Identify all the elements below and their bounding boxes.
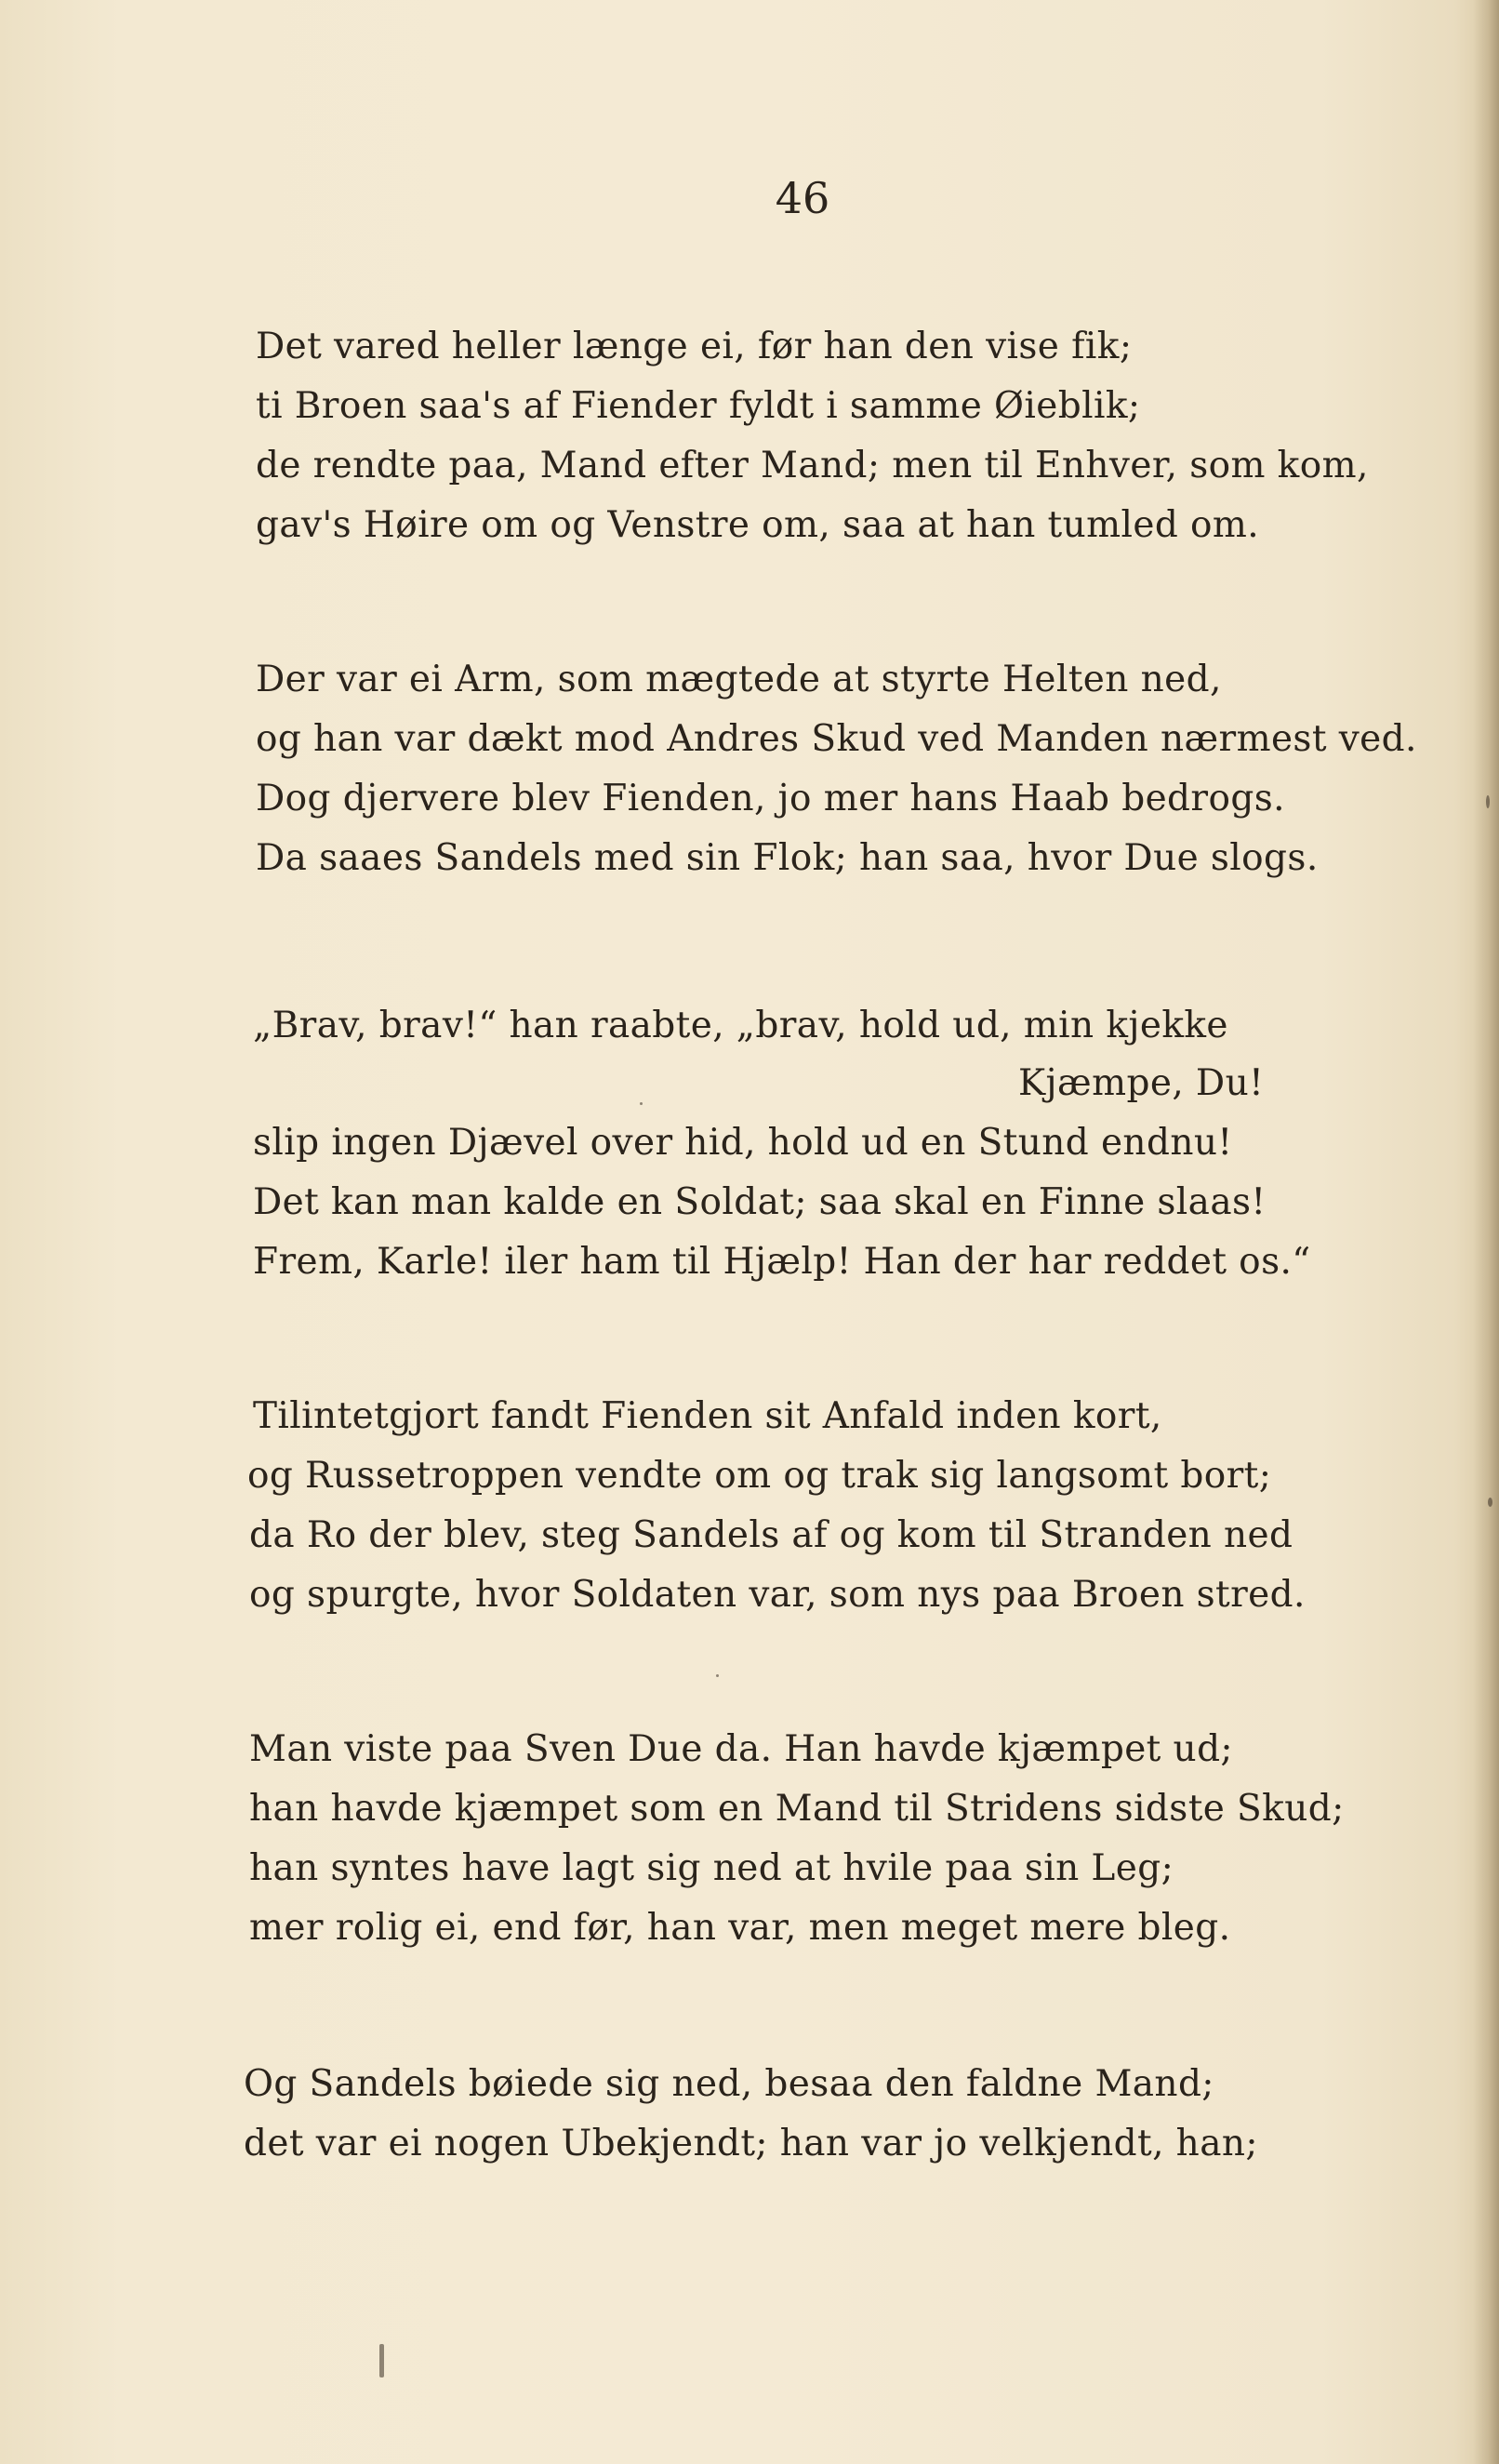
- poem-line: han syntes have lagt sig ned at hvile paa sin Leg;: [249, 1847, 1174, 1889]
- paper-speck: [1488, 1498, 1492, 1507]
- poem-line: ti Broen saa's af Fiender fyldt i samme Øieblik;: [256, 385, 1141, 427]
- poem-line: mer rolig ei, end før, han var, men meget mere bleg.: [249, 1907, 1231, 1949]
- poem-line: og han var dækt mod Andres Skud ved Manden nærmest ved.: [256, 718, 1417, 760]
- poem-line: Frem, Karle! iler ham til Hjælp! Han der har reddet os.“: [253, 1241, 1311, 1283]
- poem-line: Det kan man kalde en Soldat; saa skal en Finne slaas!: [253, 1181, 1267, 1223]
- poem-line: gav's Høire om og Venstre om, saa at han tumled om.: [256, 504, 1260, 546]
- poem-line: Da saaes Sandels med sin Flok; han saa, hvor Due slogs.: [256, 837, 1319, 879]
- poem-line: Dog djervere blev Fienden, jo mer hans Haab bedrogs.: [256, 778, 1285, 819]
- poem-line: og Russetroppen vendte om og trak sig langsomt bort;: [247, 1455, 1272, 1497]
- poem-line: da Ro der blev, steg Sandels af og kom til Stranden ned: [249, 1514, 1293, 1556]
- poem-line: det var ei nogen Ubekjendt; han var jo velkjendt, han;: [244, 2123, 1258, 2164]
- paper-speck: [640, 1102, 643, 1105]
- poem-line: Der var ei Arm, som mægtede at styrte Helten ned,: [256, 659, 1222, 700]
- poem-line: Og Sandels bøiede sig ned, besaa den faldne Mand;: [244, 2063, 1214, 2105]
- poem-line: slip ingen Djævel over hid, hold ud en Stund endnu!: [253, 1122, 1233, 1164]
- poem-line-continuation: Kjæmpe, Du!: [1018, 1062, 1265, 1104]
- poem-line: Tilintetgjort fandt Fienden sit Anfald inden kort,: [253, 1395, 1162, 1437]
- poem-line: Man viste paa Sven Due da. Han havde kjæmpet ud;: [249, 1728, 1233, 1770]
- paper-speck: [1486, 795, 1490, 808]
- page-edge-shadow: [1473, 0, 1499, 2464]
- paper-speck: [716, 1674, 719, 1677]
- paper-speck: [379, 2344, 384, 2377]
- poem-line: og spurgte, hvor Soldaten var, som nys paa Broen stred.: [249, 1574, 1306, 1616]
- page-number: 46: [775, 173, 830, 223]
- poem-line: de rendte paa, Mand efter Mand; men til Enhver, som kom,: [256, 445, 1369, 486]
- poem-line: Det vared heller længe ei, før han den vise fik;: [256, 326, 1133, 367]
- poem-line: han havde kjæmpet som en Mand til Stridens sidste Skud;: [249, 1788, 1345, 1830]
- poem-line: „Brav, brav!“ han raabte, „brav, hold ud, min kjekke: [253, 1005, 1228, 1046]
